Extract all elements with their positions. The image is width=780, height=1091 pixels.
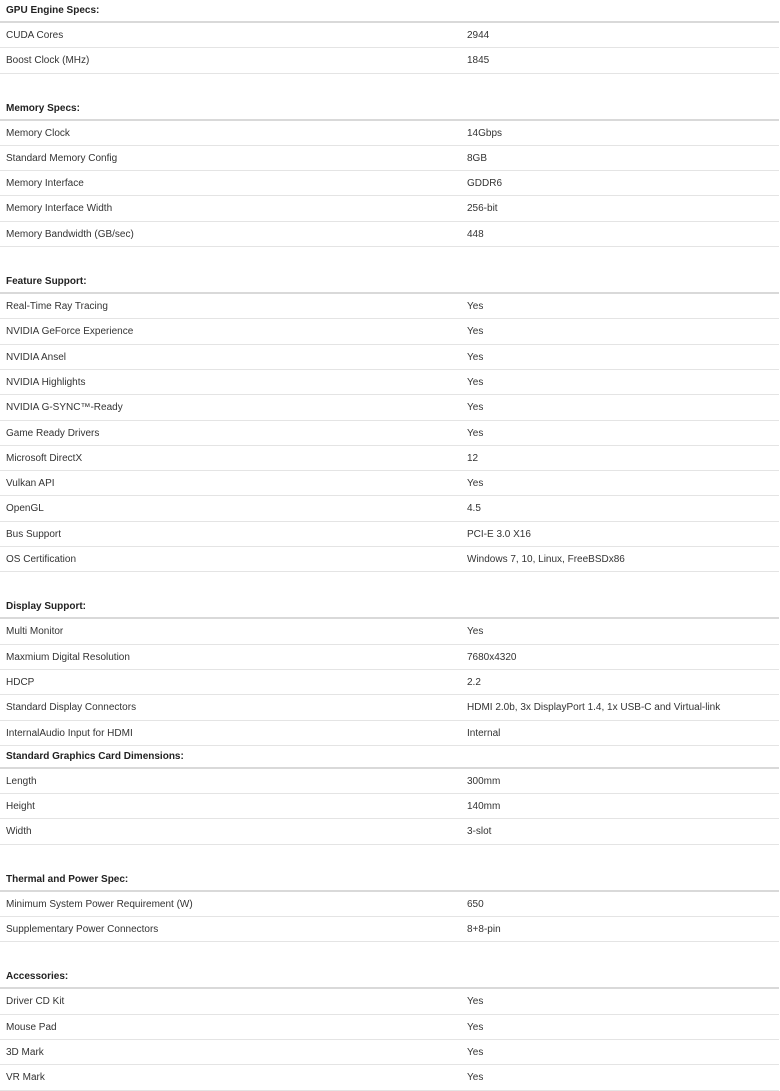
spec-value: 4.5 <box>467 503 481 515</box>
table-row <box>0 421 779 446</box>
section-gpu-engine-specs <box>0 0 779 74</box>
spec-value: 3-slot <box>467 826 492 838</box>
spec-label: Game Ready Drivers <box>6 427 100 439</box>
table-row <box>0 695 779 720</box>
table-row <box>0 645 779 670</box>
table-row <box>0 446 779 471</box>
section-title: Standard Graphics Card Dimensions: <box>0 746 779 769</box>
spec-label: NVIDIA G-SYNC™-Ready <box>6 402 123 414</box>
spec-label: Multi Monitor <box>6 626 64 638</box>
section-display-support <box>0 596 779 745</box>
spec-value: Yes <box>467 351 484 363</box>
spec-value: 8GB <box>467 152 488 164</box>
spec-label: Memory Bandwidth (GB/sec) <box>6 228 134 240</box>
table-row <box>0 222 779 247</box>
table-row <box>0 917 779 942</box>
spec-label: Width <box>6 826 32 838</box>
section-title: Thermal and Power Spec: <box>0 869 779 892</box>
spec-label: Standard Display Connectors <box>6 702 137 714</box>
spec-value: Yes <box>467 427 484 439</box>
table-row <box>0 345 779 370</box>
spec-value: 140mm <box>467 801 501 813</box>
table-row <box>0 892 779 917</box>
spec-label: NVIDIA GeForce Experience <box>6 326 134 338</box>
spec-value: Windows 7, 10, Linux, FreeBSDx86 <box>467 554 625 566</box>
spec-label: VR Mark <box>6 1072 45 1084</box>
spec-value: 8+8-pin <box>467 924 501 936</box>
section-title: Accessories: <box>0 966 779 989</box>
spec-label: Mouse Pad <box>6 1021 57 1033</box>
spec-value: Yes <box>467 402 484 414</box>
table-row <box>0 721 779 746</box>
spec-value: 14Gbps <box>467 127 503 139</box>
table-row <box>0 670 779 695</box>
spec-value: Yes <box>467 626 484 638</box>
spec-label: Boost Clock (MHz) <box>6 55 90 67</box>
table-row <box>0 395 779 420</box>
spec-label: HDCP <box>6 676 35 688</box>
spec-value: 2944 <box>467 30 490 41</box>
spec-value: 2.2 <box>467 676 481 688</box>
spec-label: OS Certification <box>6 554 77 566</box>
table-row <box>0 819 779 844</box>
spec-value: Yes <box>467 996 484 1008</box>
spec-label: NVIDIA Highlights <box>6 376 86 388</box>
spec-value: 256-bit <box>467 203 498 215</box>
spec-value: Yes <box>467 326 484 338</box>
table-row <box>0 48 779 73</box>
spec-label: Vulkan API <box>6 478 55 490</box>
table-row <box>0 196 779 221</box>
spec-label: 3D Mark <box>6 1046 44 1058</box>
table-row <box>0 794 779 819</box>
table-row <box>0 1040 779 1065</box>
table-row <box>0 471 779 496</box>
section-title: Display Support: <box>0 596 779 619</box>
table-row <box>0 619 779 644</box>
spec-value: 448 <box>467 228 484 240</box>
spec-label: CUDA Cores <box>6 30 64 41</box>
spec-value: Yes <box>467 1046 484 1058</box>
spec-value: HDMI 2.0b, 3x DisplayPort 1.4, 1x USB-C and Virtual-link <box>467 702 721 714</box>
table-row <box>0 294 779 319</box>
table-row <box>0 547 779 572</box>
table-row <box>0 146 779 171</box>
table-row <box>0 171 779 196</box>
spec-label: Height <box>6 801 35 813</box>
section-memory-specs <box>0 98 779 247</box>
spec-value: Internal <box>467 727 501 739</box>
section-accessories <box>0 966 779 1090</box>
spec-label: Memory Clock <box>6 127 70 139</box>
spec-value: Yes <box>467 376 484 388</box>
spec-label: Memory Interface Width <box>6 203 113 215</box>
table-row <box>0 989 779 1014</box>
section-feature-support <box>0 271 779 572</box>
section-thermal-power <box>0 869 779 943</box>
spec-label: Real-Time Ray Tracing <box>6 301 108 313</box>
section-title: GPU Engine Specs: <box>0 0 779 23</box>
spec-value: 12 <box>467 452 479 464</box>
table-row <box>0 319 779 344</box>
spec-label: InternalAudio Input for HDMI <box>6 727 133 739</box>
spec-label: Memory Interface <box>6 178 84 190</box>
table-row <box>0 121 779 146</box>
section-card-dimensions <box>0 746 779 845</box>
spec-value: Yes <box>467 1072 484 1084</box>
spec-label: OpenGL <box>6 503 44 515</box>
table-row <box>0 1015 779 1040</box>
spec-value: Yes <box>467 301 484 313</box>
table-row <box>0 522 779 547</box>
spec-label: Length <box>6 775 37 787</box>
spec-value: PCI-E 3.0 X16 <box>467 528 531 540</box>
spec-label: Supplementary Power Connectors <box>6 924 159 936</box>
spec-value: Yes <box>467 478 484 490</box>
section-title: Feature Support: <box>0 271 779 294</box>
spec-value: 300mm <box>467 775 501 787</box>
spec-label: NVIDIA Ansel <box>6 351 67 363</box>
spec-value: 1845 <box>467 55 490 67</box>
table-row <box>0 370 779 395</box>
spec-value: 650 <box>467 898 484 910</box>
spec-value: GDDR6 <box>467 178 503 190</box>
table-row <box>0 769 779 794</box>
spec-label: Microsoft DirectX <box>6 452 83 464</box>
spec-label: Maxmium Digital Resolution <box>6 651 130 663</box>
spec-value: Yes <box>467 1021 484 1033</box>
spec-label: Bus Support <box>6 528 62 540</box>
table-row <box>0 496 779 521</box>
spec-label: Driver CD Kit <box>6 996 65 1008</box>
section-title: Memory Specs: <box>0 98 779 121</box>
spec-label: Minimum System Power Requirement (W) <box>6 898 193 910</box>
table-row <box>0 23 779 48</box>
spec-label: Standard Memory Config <box>6 152 118 164</box>
spec-value: 7680x4320 <box>467 651 517 663</box>
